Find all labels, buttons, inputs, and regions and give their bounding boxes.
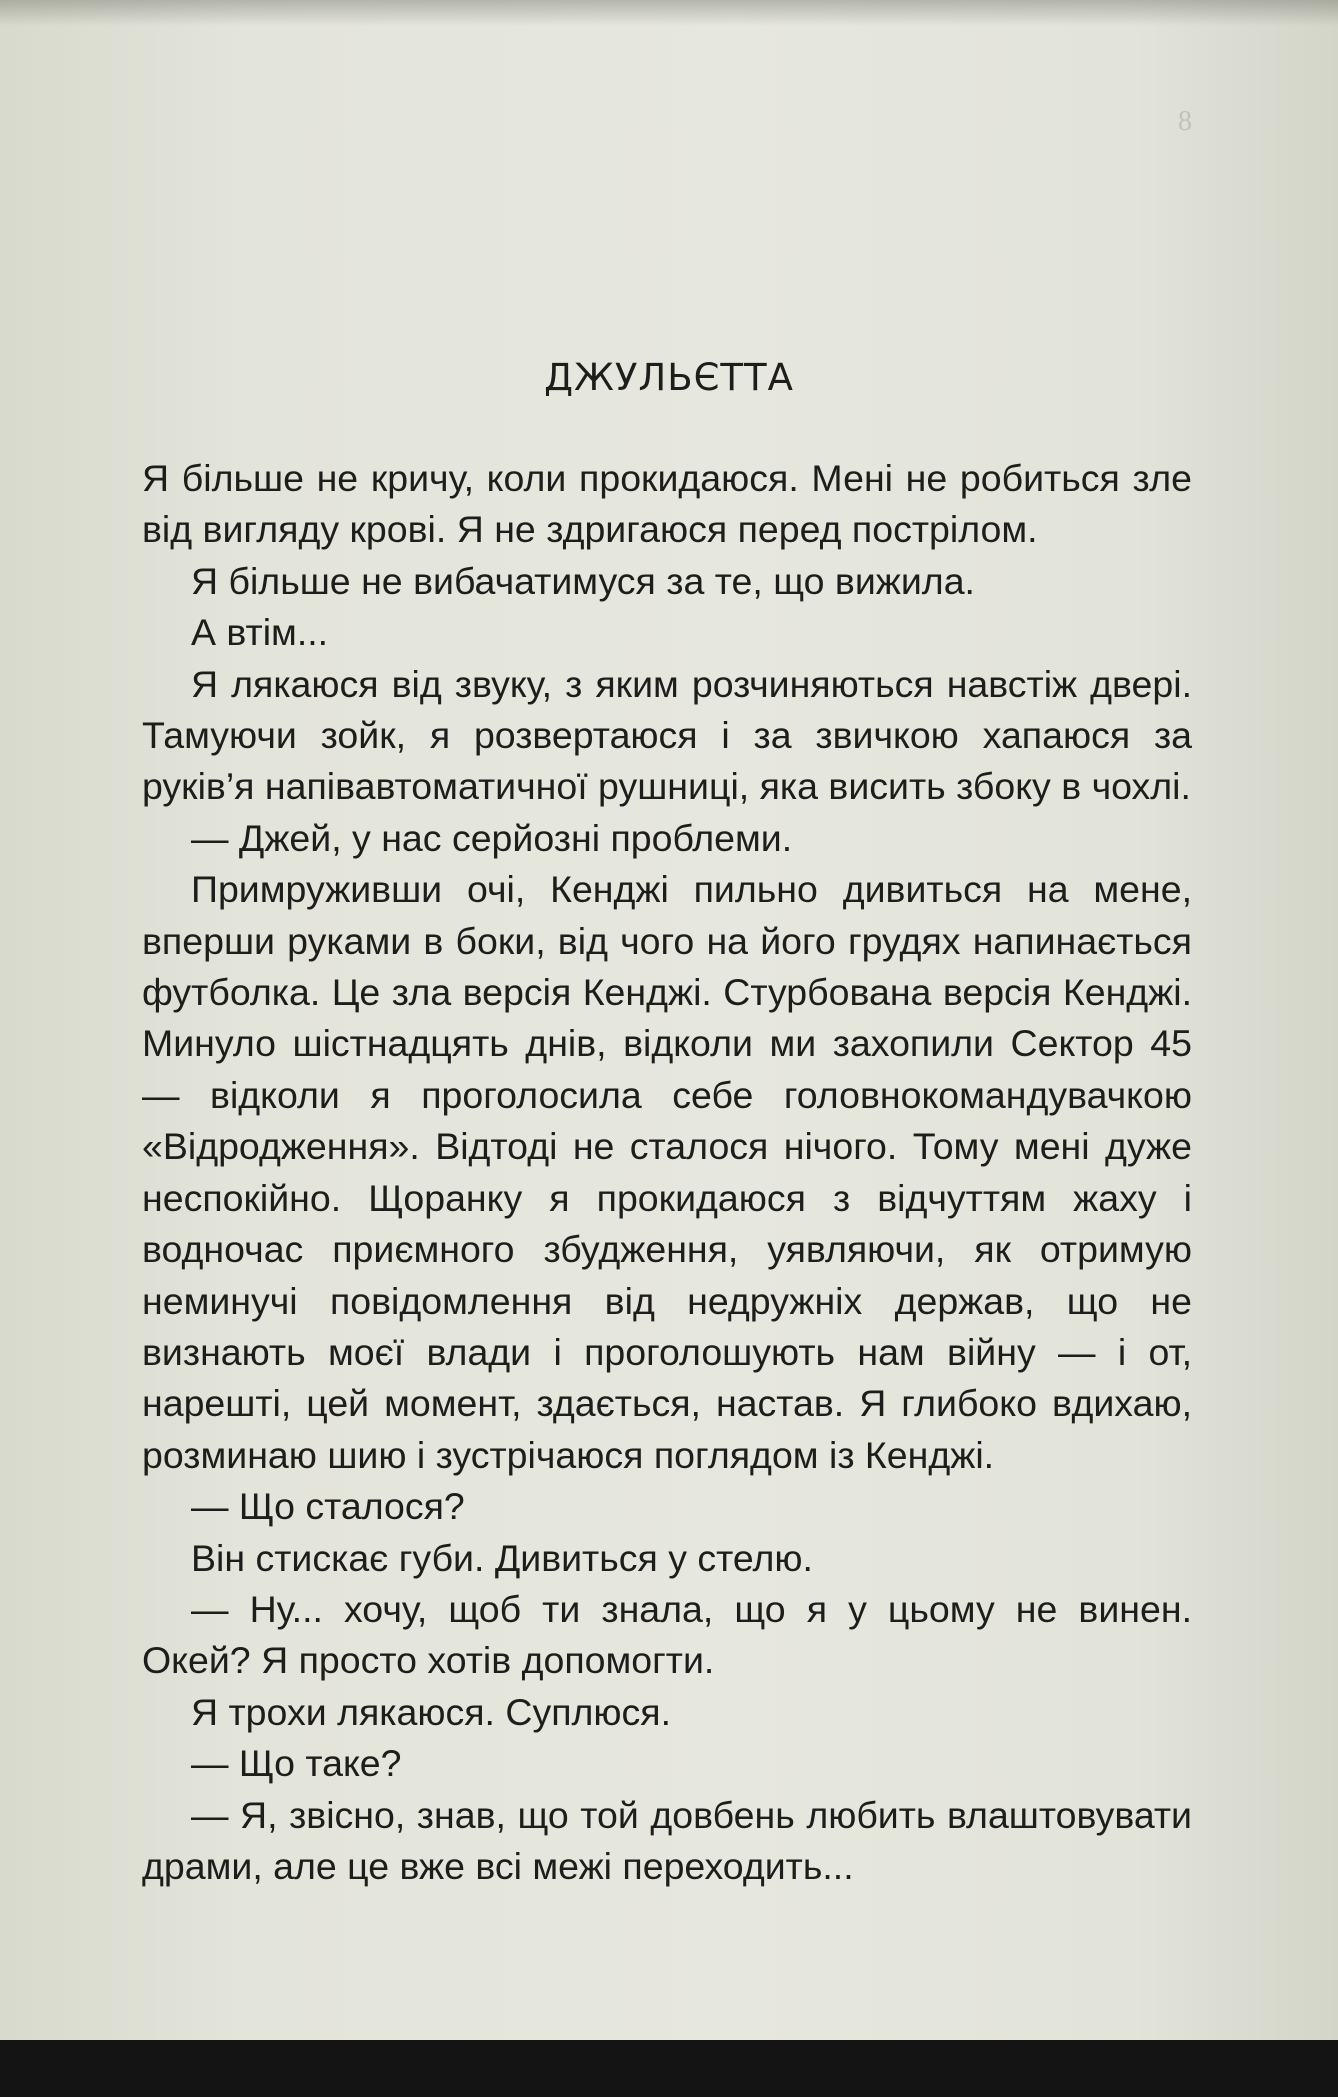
paragraph: — Я, звісно, знав, що той довбень любить влаштовувати драми, але це вже всі межі переходить...	[142, 1793, 1192, 1887]
chapter-body	[142, 453, 1192, 1892]
paragraph: — Що сталося?	[191, 1485, 465, 1528]
paragraph: Я трохи лякаюся. Суплюся.	[191, 1690, 671, 1733]
paragraph: Я більше не вибачатимуся за те, що вижила.	[191, 559, 975, 602]
paragraph: Я лякаюся від звуку, з яким розчиняються навстіж двері. Тамуючи зойк, я розвертаюся і за звичкою хапаюся за руків’я напівавтоматичної рушниці, яка висить збоку в чохлі.	[142, 662, 1192, 808]
paragraph: — Джей, у нас серйозні проблеми.	[191, 816, 793, 859]
paragraph: Він стискає губи. Дивиться у стелю.	[191, 1536, 813, 1579]
paragraph: Я більше не кричу, коли прокидаюся. Мені не робиться зле від вигляду крові. Я не здригаюся перед пострілом.	[142, 457, 1192, 551]
page-top-shadow	[0, 0, 1338, 26]
paragraph: — Ну... хочу, щоб ти знала, що я у цьому не винен. Окей? Я просто хотів допомогти.	[142, 1587, 1192, 1682]
paragraph: Примруживши очі, Кенджі пильно дивиться на мене, вперши руками в боки, від чого на його грудях напинається футболка. Це зла версія Кенджі. Стурбована версія Кенджі. Минуло шістнадцять днів, відколи ми захопили Сектор 45 — відколи я проголосила себе головнокомандувачкою «Відродження». Відтоді не сталося нічого. Тому мені дуже неспокійно. Щоранку я прокидаюся з відчуттям жаху і водночас приємного збудження, уявляючи, як отримую неминучі повідомлення від недружніх держав, що не визнають моєї влади і проголошують нам війну — і от, нарешті, цей момент, здається, настав. Я глибоко вдихаю, розминаю шию і зустрічаюся поглядом із Кенджі.	[142, 868, 1192, 1476]
scanner-edge	[0, 2040, 1338, 2097]
paragraph: А втім...	[191, 611, 329, 654]
show-through-page-number: 8	[1178, 106, 1192, 137]
paragraph: — Що таке?	[191, 1742, 402, 1785]
chapter-title: ДЖУЛЬЄТТА	[544, 356, 794, 399]
